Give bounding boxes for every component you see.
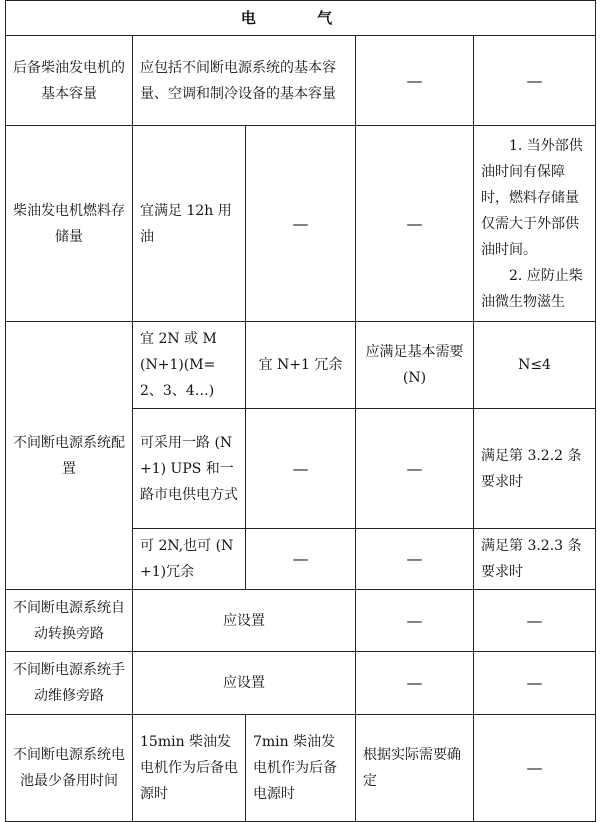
- cell-value: 根据实际需要确定: [356, 715, 474, 822]
- cell-value: 可采用一路 (N+1) UPS 和一路市电供电方式: [133, 409, 246, 529]
- note-cell: 满足第 3.2.3 条要求时: [474, 529, 596, 590]
- table-row: [6, 652, 596, 715]
- electrical-spec-table: [5, 0, 596, 822]
- note-cell: 满足第 3.2.2 条要求时: [474, 409, 596, 529]
- cell-value: 7min 柴油发电机作为后备电源时: [246, 715, 356, 822]
- row-label: 不间断电源系统电池最少备用时间: [6, 715, 133, 822]
- merged-requirement: 应设置: [133, 652, 356, 715]
- table-row: [6, 322, 596, 409]
- cell-value: —: [246, 409, 356, 529]
- section-header-row: [6, 1, 596, 36]
- note-cell: —: [474, 590, 596, 652]
- row-label: 不间断电源系统配置: [6, 322, 133, 590]
- cell-value: —: [246, 529, 356, 590]
- cell-value: 宜 2N 或 M (N+1)(M=2、3、4…): [133, 322, 246, 409]
- section-title: 电 气: [6, 1, 596, 36]
- note-cell: —: [474, 652, 596, 715]
- cell-value: —: [356, 652, 474, 715]
- cell-value: 应满足基本需要(N): [356, 322, 474, 409]
- note-cell: N≤4: [474, 322, 596, 409]
- table-row: [6, 36, 596, 126]
- merged-requirement: 应设置: [133, 590, 356, 652]
- merged-requirement: 应包括不间断电源系统的基本容量、空调和制冷设备的基本容量: [133, 36, 356, 126]
- row-label: 不间断电源系统自动转换旁路: [6, 590, 133, 652]
- cell-value: 宜 N+1 冗余: [246, 322, 356, 409]
- cell-value: 可 2N,也可 (N+1)冗余: [133, 529, 246, 590]
- table-row: [6, 126, 596, 322]
- note-cell: —: [474, 715, 596, 822]
- note-cell: [474, 126, 596, 322]
- cell-value: —: [356, 36, 474, 126]
- row-label: 不间断电源系统手动维修旁路: [6, 652, 133, 715]
- note-line: 1. 当外部供油时间有保障时，燃料存储量仅需大于外部供油时间。: [481, 137, 583, 258]
- table-row: [6, 715, 596, 822]
- cell-value: —: [356, 126, 474, 322]
- note-line: 2. 应防止柴油微生物滋生: [481, 267, 583, 310]
- row-label: 柴油发电机燃料存储量: [6, 126, 133, 322]
- cell-value: 15min 柴油发电机作为后备电源时: [133, 715, 246, 822]
- cell-value: 宜满足 12h 用油: [133, 126, 246, 322]
- cell-value: —: [246, 126, 356, 322]
- cell-value: —: [356, 590, 474, 652]
- cell-value: —: [356, 529, 474, 590]
- note-cell: —: [474, 36, 596, 126]
- table-row: [6, 590, 596, 652]
- cell-value: —: [356, 409, 474, 529]
- row-label: 后备柴油发电机的基本容量: [6, 36, 133, 126]
